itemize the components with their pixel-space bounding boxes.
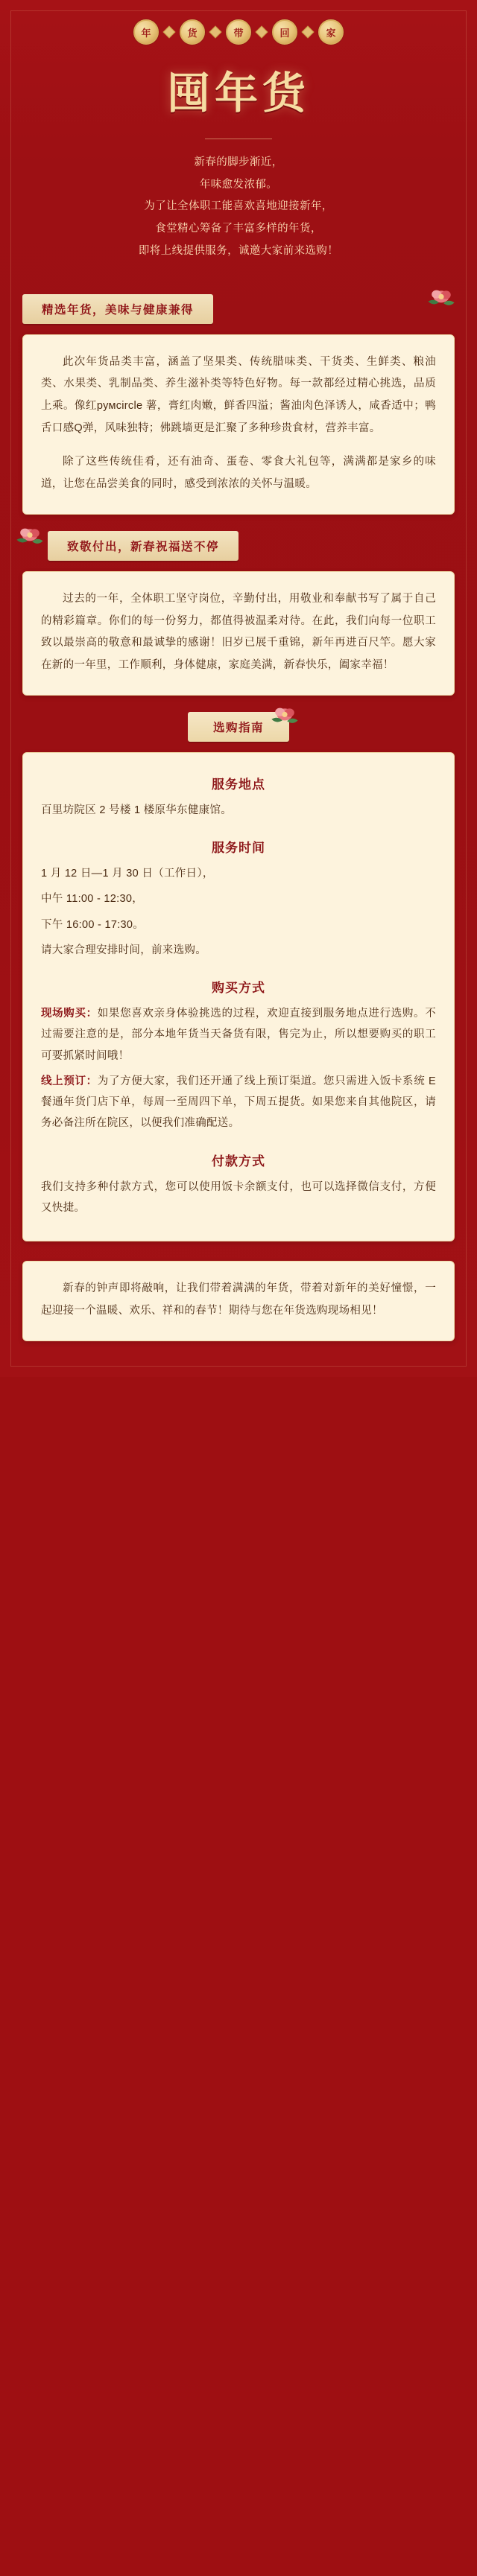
section-heading-1-label: 精选年货，美味与健康兼得 <box>22 294 213 324</box>
guide-line: 1 月 12 日—1 月 30 日（工作日）， <box>41 868 214 880</box>
coin-icon: 年 <box>133 19 159 45</box>
peony-flower-icon <box>12 524 48 549</box>
section-heading-guide <box>22 712 455 742</box>
guide-card <box>22 752 455 1241</box>
guide-block-title: 服务地点 <box>212 777 265 792</box>
intro-line: 年味愈发浓郁。 <box>199 178 278 191</box>
guide-item-text: 如果您喜欢亲身体验挑选的过程，欢迎直接到服务地点进行选购。不过需要注意的是，部分本地年货当天备货有限，售完为止，所以想要购买的职工可要抓紧时间哦！ <box>41 1008 436 1062</box>
peony-flower-icon <box>423 285 459 311</box>
guide-line: 中午 11:00 - 12:30， <box>41 893 144 906</box>
main-title-text: 囤年货 <box>166 68 310 118</box>
section-heading-1 <box>22 294 455 324</box>
coin-icon: 回 <box>272 19 297 45</box>
guide-item-lead: 现场购买： <box>41 1008 98 1020</box>
guide-item-text: 为了方便大家，我们还开通了线上预订渠道。您只需进入饭卡系统 E 餐通年货门店下单，每周一至周四下单，下周五提货。如果您来自其他院区，请务必备注所在院区，以便我们准确配送。 <box>41 1075 437 1130</box>
section-heading-guide-label: 选购指南 <box>188 712 289 742</box>
intro-line: 即将上线提供服务，诚邀大家前来选购！ <box>138 244 339 257</box>
page-title <box>0 57 477 125</box>
paragraph: 新春的钟声即将敲响，让我们带着满满的年货，带着对新年的美好憧憬，一起迎接一个温暖、欢乐、祥和的春节！期待与您在年货选购现场相见！ <box>41 1282 436 1317</box>
coin-icon: 货 <box>180 19 205 45</box>
diamond-separator-icon <box>209 26 222 39</box>
intro-line: 食堂精心筹备了丰富多样的年货， <box>155 223 322 235</box>
title-divider <box>0 133 477 146</box>
guide-line: 百里坊院区 2 号楼 1 楼原华东健康馆。 <box>41 804 233 816</box>
paragraph: 除了这些传统佳肴，还有油奇、蛋卷、零食大礼包等，满满都是家乡的味道，让您在品尝美食的同时，感受到浓浓的关怀与温暖。 <box>41 456 436 491</box>
section-heading-2-label: 致敬付出，新春祝福送不停 <box>48 531 238 561</box>
guide-line: 下午 16:00 - 17:30。 <box>41 918 145 931</box>
paragraph: 此次年货品类丰富，涵盖了坚果类、传统腊味类、干货类、生鲜类、粮油类、水果类、乳制品类、养生滋补类等特色好物。每一款都经过精心挑选，品质上乘。像红румcircle 薯，膏红肉嫩，鲜香四溢；酱油肉色泽诱人，咸香适中；鸭舌口感Q弹，风味独特；佛跳墙更是汇聚了多种珍贵食材，营养丰富。 <box>41 355 436 434</box>
intro-block <box>0 149 477 278</box>
guide-block-title: 付款方式 <box>212 1154 265 1168</box>
guide-block-title: 购买方式 <box>212 981 265 996</box>
diamond-separator-icon <box>163 26 176 39</box>
coin-icon: 带 <box>226 19 251 45</box>
section-2-card <box>22 571 455 696</box>
coin-banner <box>0 0 477 45</box>
paragraph: 过去的一年，全体职工坚守岗位，辛勤付出，用敬业和奉献书写了属于自己的精彩篇章。你们的每一份努力，都值得被温柔对待。在此，我们向每一位职工致以最崇高的敬意和最诚挚的感谢！旧岁已展千重锦，新年再进百尺竿。愿大家在新的一年里，工作顺利，身体健康，家庭美满，新春快乐，阖家幸福！ <box>41 592 436 672</box>
coin-icon: 家 <box>318 19 344 45</box>
closing-card <box>22 1261 455 1341</box>
guide-line: 请大家合理安排时间，前来选购。 <box>41 944 206 956</box>
intro-line: 新春的脚步渐近， <box>194 156 283 168</box>
guide-block-title: 服务时间 <box>212 841 265 856</box>
intro-line: 为了让全体职工能喜欢喜地迎接新年， <box>144 200 333 213</box>
section-1-card <box>22 334 455 515</box>
guide-item-lead: 线上预订： <box>41 1075 98 1087</box>
guide-item <box>41 1071 436 1134</box>
section-heading-2 <box>22 531 455 561</box>
diamond-separator-icon <box>256 26 268 39</box>
guide-item <box>41 1003 436 1066</box>
guide-line: 我们支持多种付款方式，您可以使用饭卡余额支付，也可以选择微信支付，方便又快捷。 <box>41 1180 436 1214</box>
diamond-separator-icon <box>302 26 315 39</box>
